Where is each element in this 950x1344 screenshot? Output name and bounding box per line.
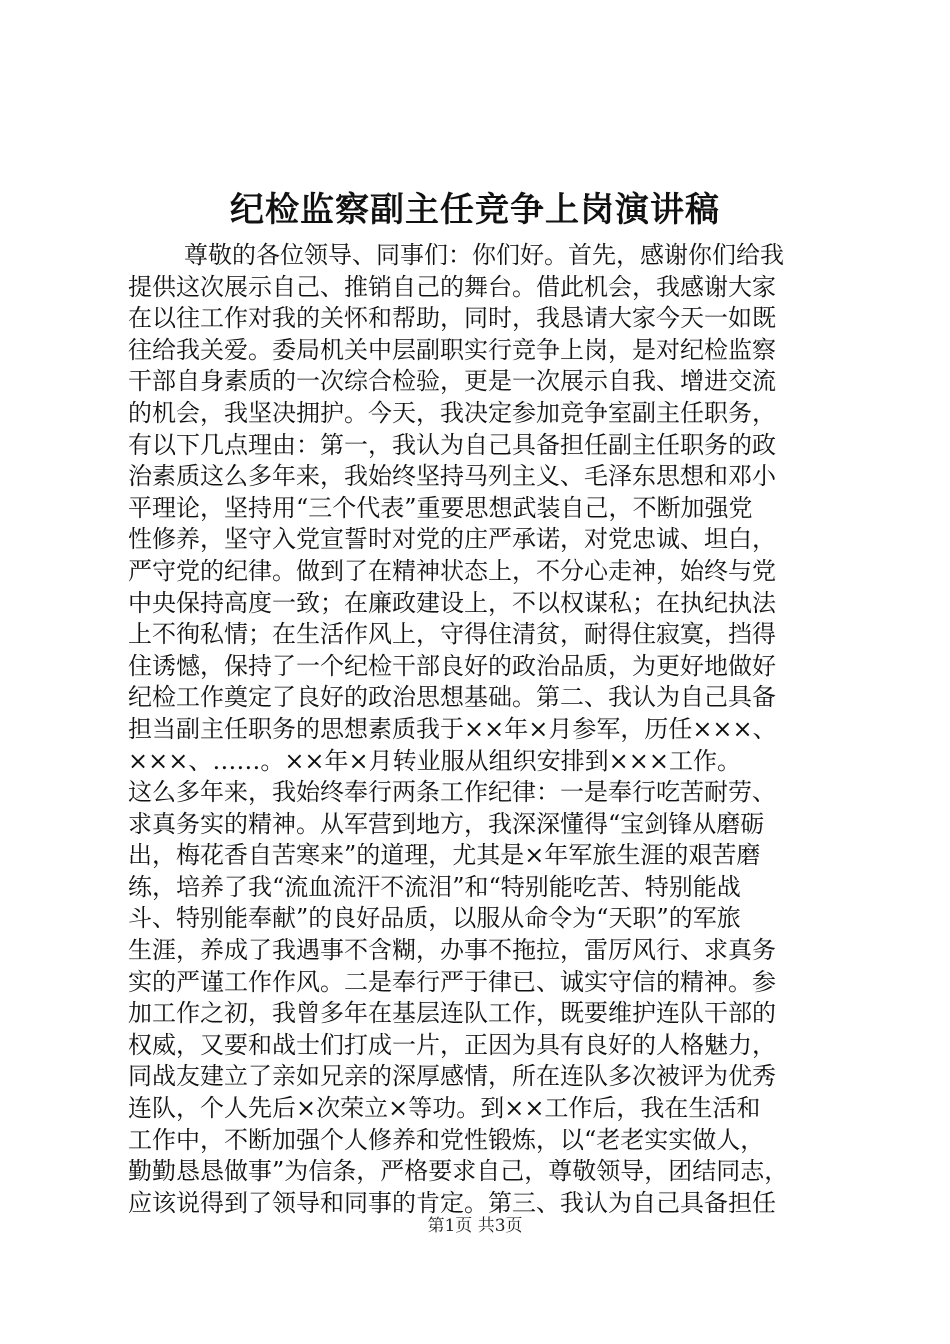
body-line: 的机会，我坚决拥护。今天，我决定参加竞争室副主任职务， [128, 398, 776, 427]
body-line: 纪检工作奠定了良好的政治思想基础。第二、我认为自己具备 [128, 683, 776, 712]
body-line: 尊敬的各位领导、同事们：你们好。首先，感谢你们给我 [184, 241, 784, 269]
body-line: 权威，又要和战士们打成一片，正因为具有良好的人格魅力， [128, 1030, 776, 1059]
body-line: 平理论，坚持用“三个代表”重要思想武装自己，不断加强党 [128, 493, 753, 522]
body-line: 连队，个人先后×次荣立×等功。到××工作后，我在生活和 [128, 1094, 761, 1123]
body-line: 上不徇私情；在生活作风上，守得住清贫，耐得住寂寞，挡得 [128, 620, 776, 649]
body-line: ×××、……。××年×月转业服从组织安排到×××工作。 [128, 746, 741, 775]
body-line: 干部自身素质的一次综合检验，更是一次展示自我、增进交流 [128, 367, 776, 396]
body-line: 住诱憾，保持了一个纪检干部良好的政治品质，为更好地做好 [128, 651, 776, 680]
document-body [128, 240, 828, 1219]
body-line: 应该说得到了领导和同事的肯定。第三、我认为自己具备担任 [128, 1188, 776, 1217]
body-line: 同战友建立了亲如兄亲的深厚感情，所在连队多次被评为优秀 [128, 1062, 776, 1091]
body-line: 求真务实的精神。从军营到地方，我深深懂得“宝剑锋从磨砺 [128, 809, 765, 838]
body-line: 实的严谨工作作风。二是奉行严于律已、诚实守信的精神。参 [128, 967, 776, 996]
body-line: 勤勤恳恳做事”为信条，严格要求自己，尊敬领导，团结同志， [128, 1157, 789, 1186]
body-line: 严守党的纪律。做到了在精神状态上，不分心走神，始终与党 [128, 556, 776, 585]
body-line: 往给我关爱。委局机关中层副职实行竞争上岗，是对纪检监察 [128, 335, 776, 364]
body-line: 练，培养了我“流血流汗不流泪”和“特别能吃苦、特别能战 [128, 872, 741, 901]
body-line: 性修养，坚守入党宣誓时对党的庄严承诺，对党忠诚、坦白， [128, 525, 776, 554]
document-title: 纪检监察副主任竞争上岗演讲稿 [230, 190, 720, 230]
body-line: 治素质这么多年来，我始终坚持马列主义、毛泽东思想和邓小 [128, 462, 776, 491]
body-line: 加工作之初，我曾多年在基层连队工作，既要维护连队干部的 [128, 999, 776, 1028]
body-line: 这么多年来，我始终奉行两条工作纪律：一是奉行吃苦耐劳、 [128, 778, 776, 807]
body-line: 工作中，不断加强个人修养和党性锻炼，以“老老实实做人， [128, 1125, 765, 1154]
page-footer: 第1页 共3页 [427, 1216, 523, 1236]
body-line: 担当副主任职务的思想素质我于××年×月参军，历任×××、 [128, 714, 777, 743]
body-line: 在以往工作对我的关怀和帮助，同时，我恳请大家今天一如既 [128, 304, 776, 333]
body-line: 生涯，养成了我遇事不含糊，办事不拖拉，雷厉风行、求真务 [128, 936, 776, 965]
body-line: 斗、特别能奉献”的良好品质，以服从命令为“天职”的军旅 [128, 904, 741, 933]
body-line: 提供这次展示自己、推销自己的舞台。借此机会，我感谢大家 [128, 272, 776, 301]
body-line: 出，梅花香自苦寒来”的道理，尤其是×年军旅生涯的艰苦磨 [128, 841, 761, 870]
body-line: 有以下几点理由：第一，我认为自己具备担任副主任职务的政 [128, 430, 776, 459]
body-line: 中央保持高度一致；在廉政建设上，不以权谋私；在执纪执法 [128, 588, 776, 617]
